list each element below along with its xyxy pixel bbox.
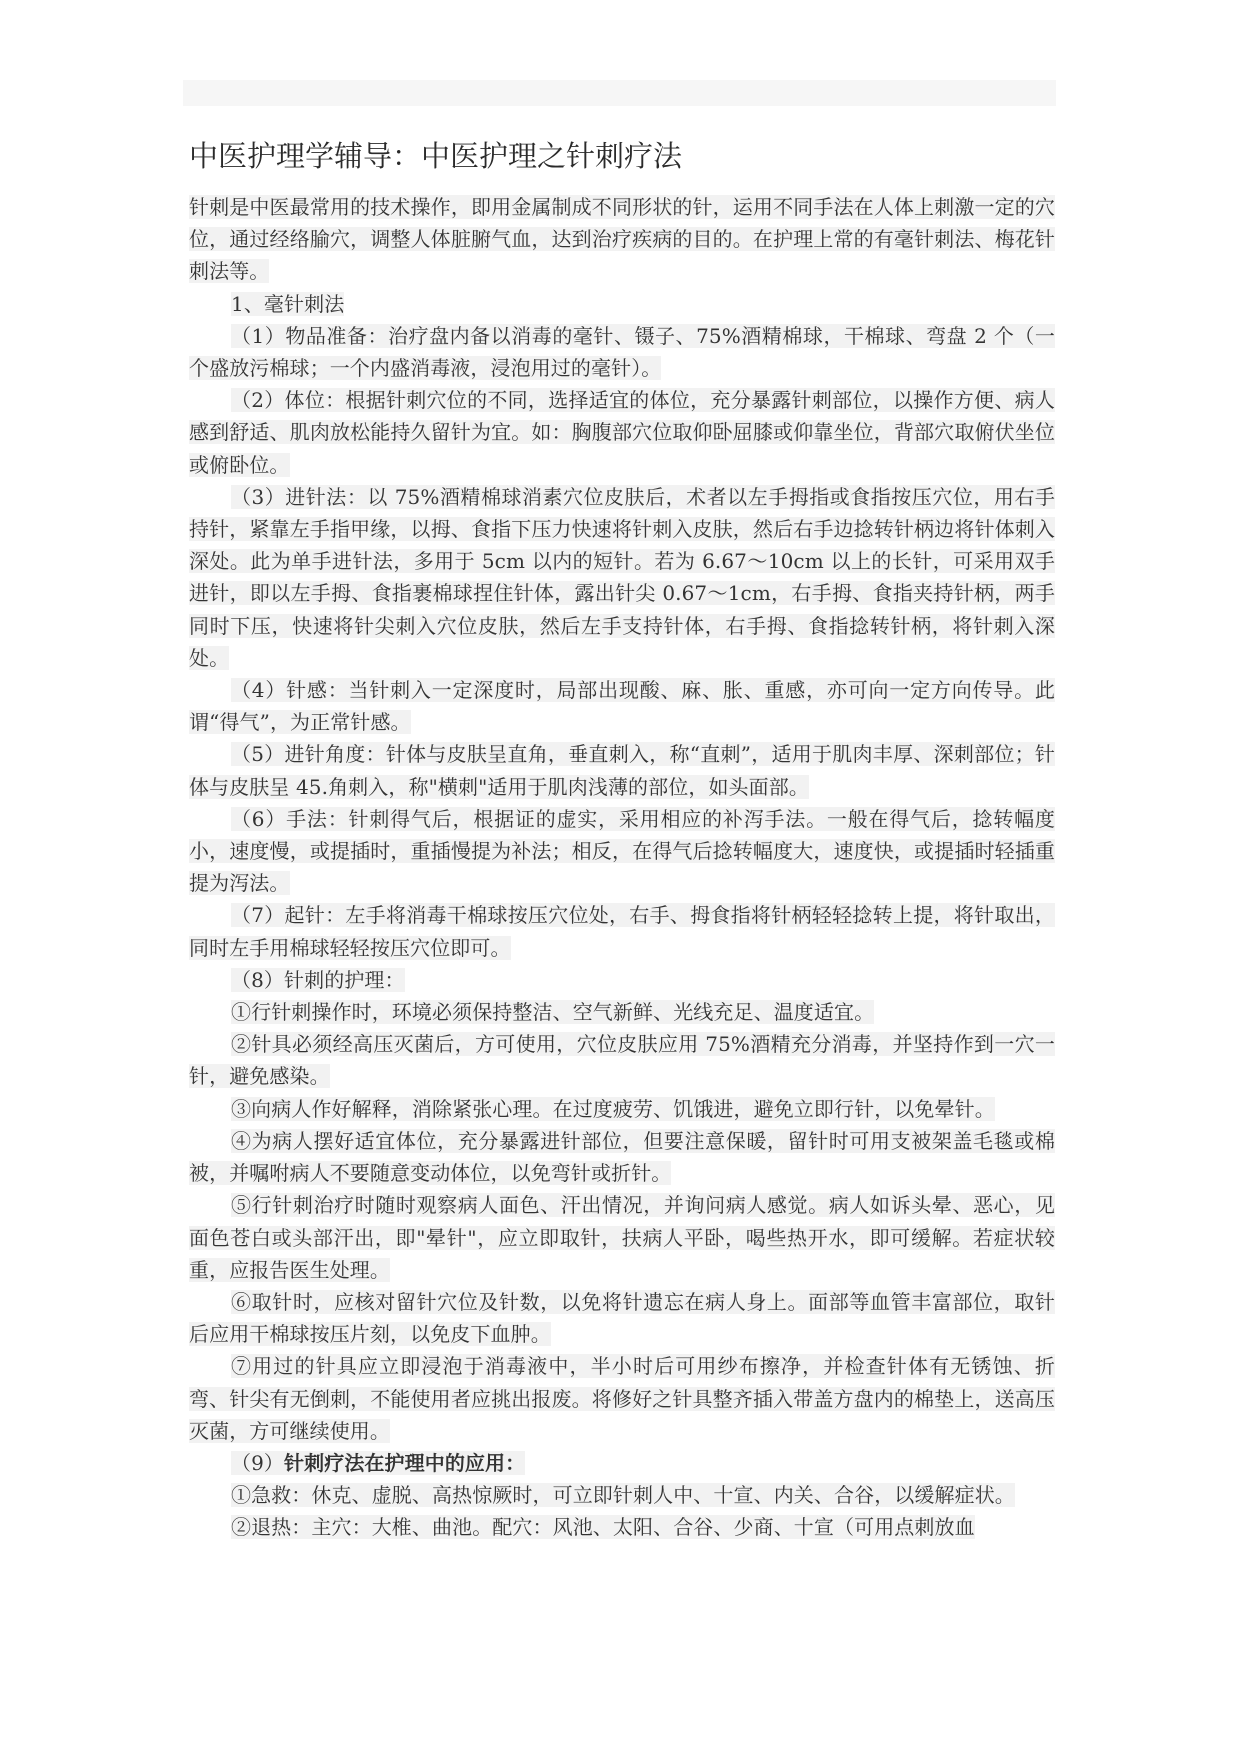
header-band — [183, 80, 1056, 106]
list-item — [189, 384, 1055, 481]
care-point — [189, 1093, 1055, 1125]
list-item — [189, 899, 1055, 963]
list-item — [189, 738, 1055, 802]
care-point-text: ①行针刺操作时，环境必须保持整洁、空气新鲜、光线充足、温度适宜。 — [231, 1000, 875, 1025]
application-text: ②退热：主穴：大椎、曲池。配穴：风池、太阳、合谷、少商、十宣（可用点刺放血 — [231, 1515, 975, 1540]
care-point — [189, 996, 1055, 1028]
care-point-text: ②针具必须经高压灭菌后，方可使用，穴位皮肤应用 75%酒精充分消毒，并坚持作到一穴一针，避免感染。 — [189, 1032, 1055, 1089]
care-point-text: ⑦用过的针具应立即浸泡于消毒液中，半小时后可用纱布擦净，并检查针体有无锈蚀、折弯、针尖有无倒刺，不能使用者应挑出报废。将修好之针具整齐插入带盖方盘内的棉垫上，送高压灭菌，方可继续使用。 — [189, 1354, 1055, 1443]
application-text: ①急救：休克、虚脱、高热惊厥时，可立即针刺人中、十宣、内关、合谷，以缓解症状。 — [231, 1483, 1015, 1508]
care-point — [189, 1350, 1055, 1447]
document-body — [189, 191, 1055, 1544]
care-point-text: ⑥取针时，应核对留针穴位及针数，以免将针遗忘在病人身上。面部等血管丰富部位，取针后应用干棉球按压片刻，以免皮下血肿。 — [189, 1289, 1055, 1347]
item-text: （2）体位：根据针刺穴位的不同，选择适宜的体位，充分暴露针刺部位，以操作方便、病人感到舒适、肌肉放松能持久留针为宜。如：胸腹部穴位取仰卧屈膝或仰靠坐位，背部穴取俯伏坐位或俯卧位。 — [189, 388, 1055, 477]
intro-paragraph — [189, 191, 1055, 288]
item-9-heading — [189, 1447, 1055, 1479]
page-title: 中医护理学辅导：中医护理之针刺疗法 — [189, 139, 683, 173]
item-text: （4）针感：当针刺入一定深度时，局部出现酸、麻、胀、重感，亦可向一定方向传导。此谓“得气”，为正常针感。 — [189, 678, 1055, 735]
list-item — [189, 964, 1055, 996]
section-heading — [189, 288, 1055, 320]
care-point — [189, 1189, 1055, 1286]
item-text: （5）进针角度：针体与皮肤呈直角，垂直刺入，称“直刺”，适用于肌肉丰厚、深刺部位；针体与皮肤呈 45.角刺入，称"横刺"适用于肌肉浅薄的部位，如头面部。 — [189, 742, 1055, 799]
item-text: （1）物品准备：治疗盘内备以消毒的毫针、镊子、75%酒精棉球，干棉球、弯盘 2 个（一个盛放污棉球；一个内盛消毒液，浸泡用过的毫针）。 — [189, 323, 1055, 381]
care-point — [189, 1286, 1055, 1350]
item-text: （3）进针法：以 75%酒精棉球消素穴位皮肤后，术者以左手拇指或食指按压穴位，用右手持针，紧靠左手指甲缘，以拇、食指下压力快速将针刺入皮肤，然后右手边捻转针柄边将针体刺入深处。此为单手进针法，多用于 5cm 以内的短针。若为 6.67～10cm 以上的长针，可采用双手进针，即以左手拇、食指裹棉球捏住针体，露出针尖 0.67～1cm，右手拇、食指夹持针柄，两手同时下压，快速将针尖刺入穴位皮肤，然后左手支持针体，右手拇、食指捻转针柄，将针刺入深处。 — [189, 484, 1055, 670]
care-point-text: ④为病人摆好适宜体位，充分暴露进针部位，但要注意保暖，留针时可用支被架盖毛毯或棉被，并嘱咐病人不要随意变动体位，以免弯针或折针。 — [189, 1128, 1055, 1186]
list-item — [189, 803, 1055, 900]
list-item — [189, 320, 1055, 384]
care-point — [189, 1028, 1055, 1092]
section-heading-text: 1、毫针刺法 — [231, 291, 345, 316]
item-text: （8）针刺的护理： — [231, 967, 405, 992]
item-9-prefix: （9） — [231, 1450, 285, 1475]
care-point — [189, 1125, 1055, 1189]
list-item — [189, 481, 1055, 674]
item-9-heading-text: 针刺疗法在护理中的应用： — [284, 1450, 526, 1475]
intro-text: 针刺是中医最常用的技术操作，即用金属制成不同形状的针，运用不同手法在人体上刺激一定的穴位，通过经络腧穴，调整人体脏腑气血，达到治疗疾病的目的。在护理上常的有毫针刺法、梅花针刺法等。 — [189, 195, 1055, 284]
application-item — [189, 1479, 1055, 1511]
application-item — [189, 1511, 1055, 1543]
care-point-text: ③向病人作好解释，消除紧张心理。在过度疲劳、饥饿进，避免立即行针，以免晕针。 — [231, 1096, 995, 1121]
item-text: （6）手法：针刺得气后，根据证的虚实，采用相应的补泻手法。一般在得气后，捻转幅度小，速度慢，或提插时，重插慢提为补法；相反，在得气后捻转幅度大，速度快，或提插时轻插重提为泻法。 — [189, 806, 1055, 896]
list-item — [189, 674, 1055, 738]
item-text: （7）起针：左手将消毒干棉球按压穴位处，右手、拇食指将针柄轻轻捻转上提，将针取出，同时左手用棉球轻轻按压穴位即可。 — [189, 903, 1055, 960]
care-point-text: ⑤行针刺治疗时随时观察病人面色、汗出情况，并询问病人感觉。病人如诉头晕、恶心，见面色苍白或头部汗出，即"晕针"，应立即取针，扶病人平卧，喝些热开水，即可缓解。若症状较重，应报告医生处理。 — [189, 1193, 1055, 1282]
